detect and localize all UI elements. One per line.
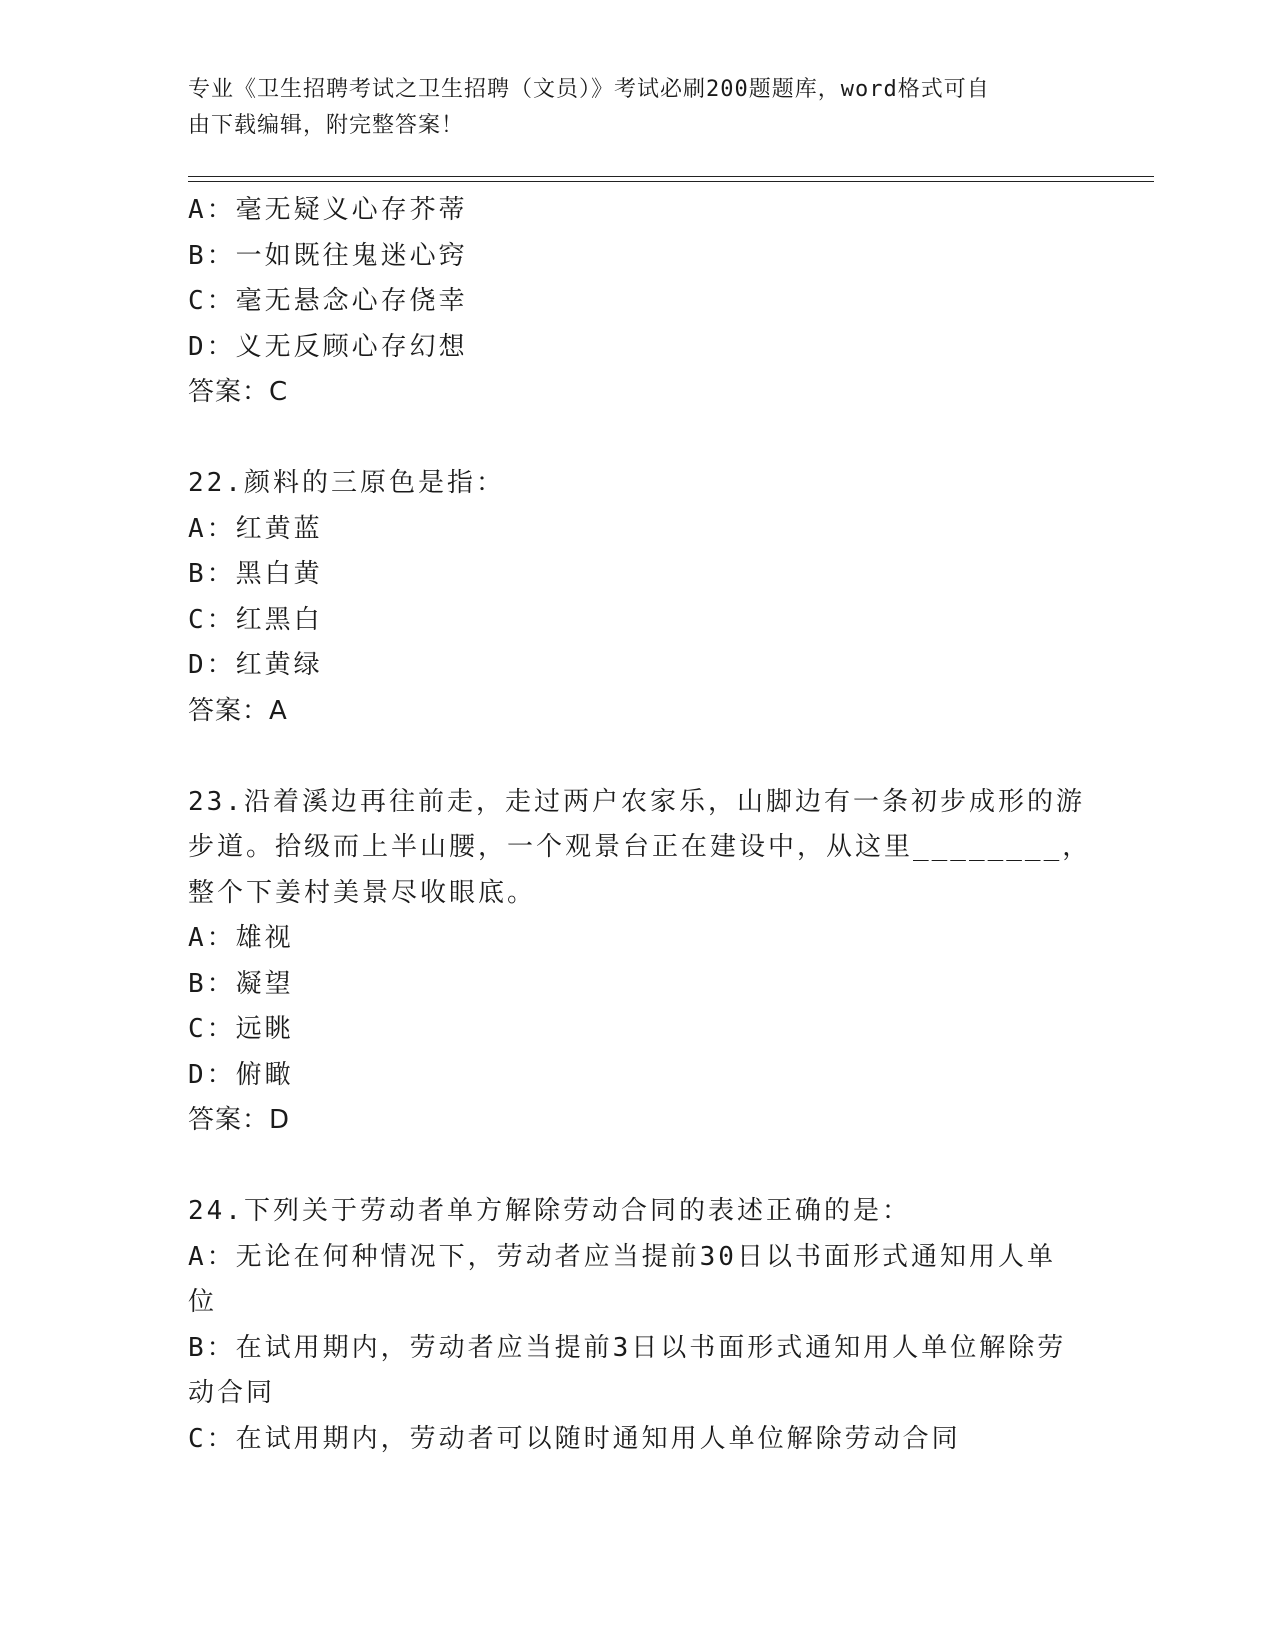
header-line-1: 专业《卫生招聘考试之卫生招聘（文员）》考试必刷200题题库，word格式可自 [188,77,990,102]
answer: 答案：C [188,377,289,407]
option-b-line-1: B：在试用期内，劳动者应当提前3日以书面形式通知用人单位解除劳 [188,1332,1067,1363]
option-b-line-2: 动合同 [188,1378,276,1408]
question-text-line-1: 23.沿着溪边再往前走，走过两户农家乐，山脚边有一条初步成形的游 [188,786,1085,817]
option-c: C：远眺 [188,1014,294,1044]
option-a-line-2: 位 [188,1287,218,1317]
question-text-line-3: 整个下姜村美景尽收眼底。 [188,877,537,908]
question-text: 24.下列关于劳动者单方解除劳动合同的表述正确的是： [188,1196,911,1226]
question-text: 22.颜料的三原色是指： [188,468,505,498]
spacer [188,734,1088,780]
option-b: B：黑白黄 [188,559,323,589]
answer: 答案：A [188,695,288,726]
document-header [188,72,1088,144]
question-21 [188,188,1088,416]
question-list [188,188,1092,1462]
question-23 [188,780,1092,1144]
option-a: A：雄视 [188,923,294,953]
question-24 [188,1189,1088,1462]
option-c: C：毫无悬念心存侥幸 [188,286,468,316]
option-c: C：红黑白 [188,604,323,635]
option-d: D：红黄绿 [188,650,323,680]
spacer [188,1144,1088,1190]
option-b: B：凝望 [188,968,294,999]
header-rule-top [188,176,1154,177]
option-d: D：俯瞰 [188,1059,294,1090]
option-d: D：义无反顾心存幻想 [188,331,468,362]
spacer [188,416,1088,462]
option-a: A：红黄蓝 [188,513,323,544]
option-c: C：在试用期内，劳动者可以随时通知用人单位解除劳动合同 [188,1423,961,1454]
question-22 [188,461,1088,734]
header-rule-bottom [188,181,1154,182]
answer: 答案：D [188,1105,291,1135]
header-line-2: 由下载编辑，附完整答案！ [188,113,465,138]
question-text-line-2: 步道。拾级而上半山腰，一个观景台正在建设中，从这里________， [188,832,1092,862]
option-a: A：毫无疑义心存芥蒂 [188,195,468,225]
option-a-line-1: A：无论在何种情况下，劳动者应当提前30日以书面形式通知用人单 [188,1241,1056,1272]
option-b: B：一如既往鬼迷心窍 [188,240,468,271]
